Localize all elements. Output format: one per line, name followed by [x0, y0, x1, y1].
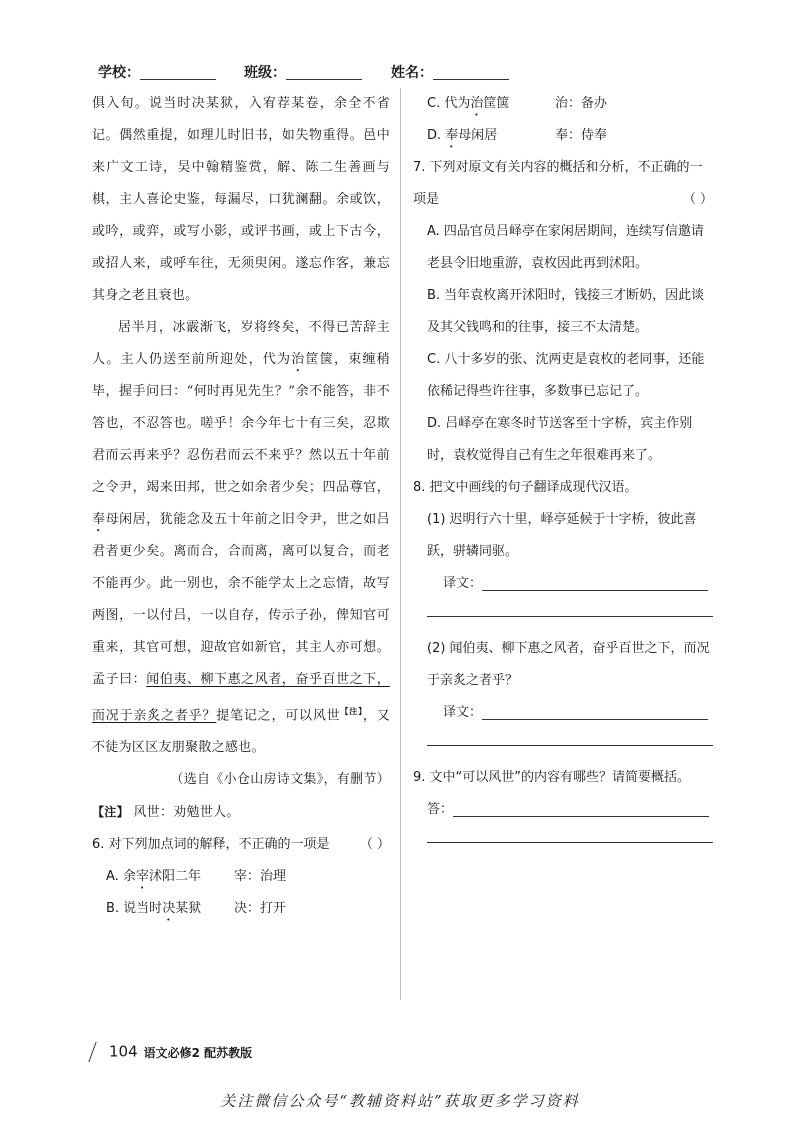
question-6-stem: 6. 对下列加点词的解释，不正确的一项是 （ ） — [92, 829, 390, 861]
question-9-stem: 9. 文中“可以风世”的内容有哪些？请简要概括。 — [413, 770, 691, 785]
note-tag: 【注】 — [92, 805, 129, 820]
class-blank[interactable] — [286, 79, 362, 80]
answer-line[interactable] — [482, 705, 708, 720]
q6-option-b[interactable]: B. 说当时决某狱 决：打开 — [106, 901, 287, 917]
question-8 — [413, 472, 713, 746]
note-marker: 【注】 — [340, 707, 363, 716]
q6-option-d[interactable]: D. 奉母闲居 奉：侍奉 — [427, 128, 608, 143]
passage-paragraph-2: 居半月，冰霰渐飞，岁将终矣，不得已苦辞主人。主人仍送至前所迎处，代为治筐箧，束缠稍毕，握手问曰：“何时再见先生？”余不能答，非不答也，不忍答也。嗟乎！余今年七十有三矣，忍欺君而云再来乎？忍伤君而云不来乎？然以五十年前之令尹，竭来田邦，世之如余者少矣；四品尊官，奉母闲居，犹能念及五十年前之旧令尹，世之如吕君者更少矣。离而合，合而离，离可以复合，而老不能再少。此一别也，余不能学太上之忘情，故写两图，一以付吕，一以自存，传示子孙，俾知官可重来，其官可想，迎故官如新官，其主人亦可想。孟子曰：闻伯夷、柳下惠之风者，奋乎百世之下，而况于亲炙之者乎？提笔记之，可以风世$^{【注】}$，又不徒为区区友朋聚散之感也。 — [92, 320, 390, 756]
answer-line[interactable] — [427, 616, 713, 617]
page-number: 104 — [109, 1042, 138, 1061]
passage-column — [92, 88, 390, 925]
answer-line[interactable] — [453, 802, 709, 817]
answer-line[interactable] — [482, 576, 708, 591]
answer-paren[interactable]: （ ） — [682, 192, 713, 207]
answer-line[interactable] — [427, 745, 713, 746]
q7-option-d[interactable]: D. 吕峄亭在寒冬时节送客至十字桥，宾主作别时，袁枚觉得自己有生之年很难再来了。 — [427, 416, 693, 463]
q9-answer: 答： — [413, 794, 713, 826]
page-footer — [92, 1042, 252, 1062]
dotted-word: 治 — [291, 352, 306, 367]
passage-source: （选自《小仓山房诗文集》，有删节） — [170, 772, 390, 788]
question-6 — [92, 829, 390, 925]
promo-note: 关注微信公众号“教辅资料站”获取更多学习资料 — [220, 1092, 580, 1110]
underlined-sentence: 闻伯夷、柳下惠之风者，奋乎百世之下，而况于亲炙之者乎？ — [92, 672, 390, 724]
column-divider — [400, 88, 401, 1000]
q7-option-b[interactable]: B. 当年袁枚离开沭阳时，钱接三才断奶，因此谈及其父钱鸣和的往事，接三不太清楚。 — [427, 288, 705, 335]
note-text: 风世：劝勉世人。 — [133, 805, 240, 821]
question-8-stem: 8. 把文中画线的句子翻译成现代汉语。 — [413, 480, 638, 495]
name-blank[interactable] — [433, 79, 509, 80]
q8-sentence-1: (1) 迟明行六十里，峄亭延候于十字桥，彼此喜跃，骈辚同驱。 — [427, 512, 697, 559]
q6-option-c[interactable]: C. 代为治筐箧 治：备办 — [427, 96, 608, 111]
passage-note — [92, 796, 390, 829]
question-9 — [413, 762, 713, 843]
school-label: 学校： — [98, 65, 140, 81]
q8-answer-2: 译文： — [413, 697, 713, 729]
question-7 — [413, 152, 713, 472]
page-header — [0, 62, 800, 86]
answer-paren[interactable]: （ ） — [359, 837, 390, 853]
name-label: 姓名： — [391, 65, 433, 81]
q6-option-a[interactable]: A. 余宰沭阳二年 宰：治理 — [106, 869, 287, 885]
questions-column — [413, 88, 713, 859]
dotted-word: 奉 — [92, 512, 106, 527]
slash-mark — [88, 1042, 106, 1062]
q8-answer-1: 译文： — [413, 568, 713, 600]
q7-option-a[interactable]: A. 四品官员吕峄亭在家闲居期间，连续写信邀请老县令旧地重游，袁枚因此再到沭阳。 — [427, 224, 704, 271]
class-label: 班级： — [244, 65, 286, 81]
answer-line[interactable] — [427, 842, 713, 843]
question-7-stem: 7. 下列对原文有关内容的概括和分析，不正确的一项是 （ ） — [413, 152, 713, 216]
school-blank[interactable] — [140, 79, 216, 80]
passage-paragraph-1: 俱入旬。说当时决某狱，入宥荐某卷，余全不省记。偶然重提，如理儿时旧书，如失物重得。邑中来广文工诗，吴中翰精鉴赏，解、陈二生善画与棋，主人喜论史鉴，每漏尽，口犹澜翻。余或饮，或吟，或弈，或写小影，或评书画，或上下古今，或招人来，或呼车往，无须臾闲。遂忘作客，兼忘其身之老且衰也。 — [92, 96, 390, 303]
q7-option-c[interactable]: C. 八十多岁的张、沈两吏是袁枚的老同事，还能依稀记得些许往事，多数事已忘记了。 — [427, 352, 705, 399]
book-title: 语文必修2 配苏教版 — [143, 1045, 253, 1060]
q8-sentence-2: (2) 闻伯夷、柳下惠之风者，奋乎百世之下，而况于亲炙之者乎？ — [427, 641, 710, 688]
